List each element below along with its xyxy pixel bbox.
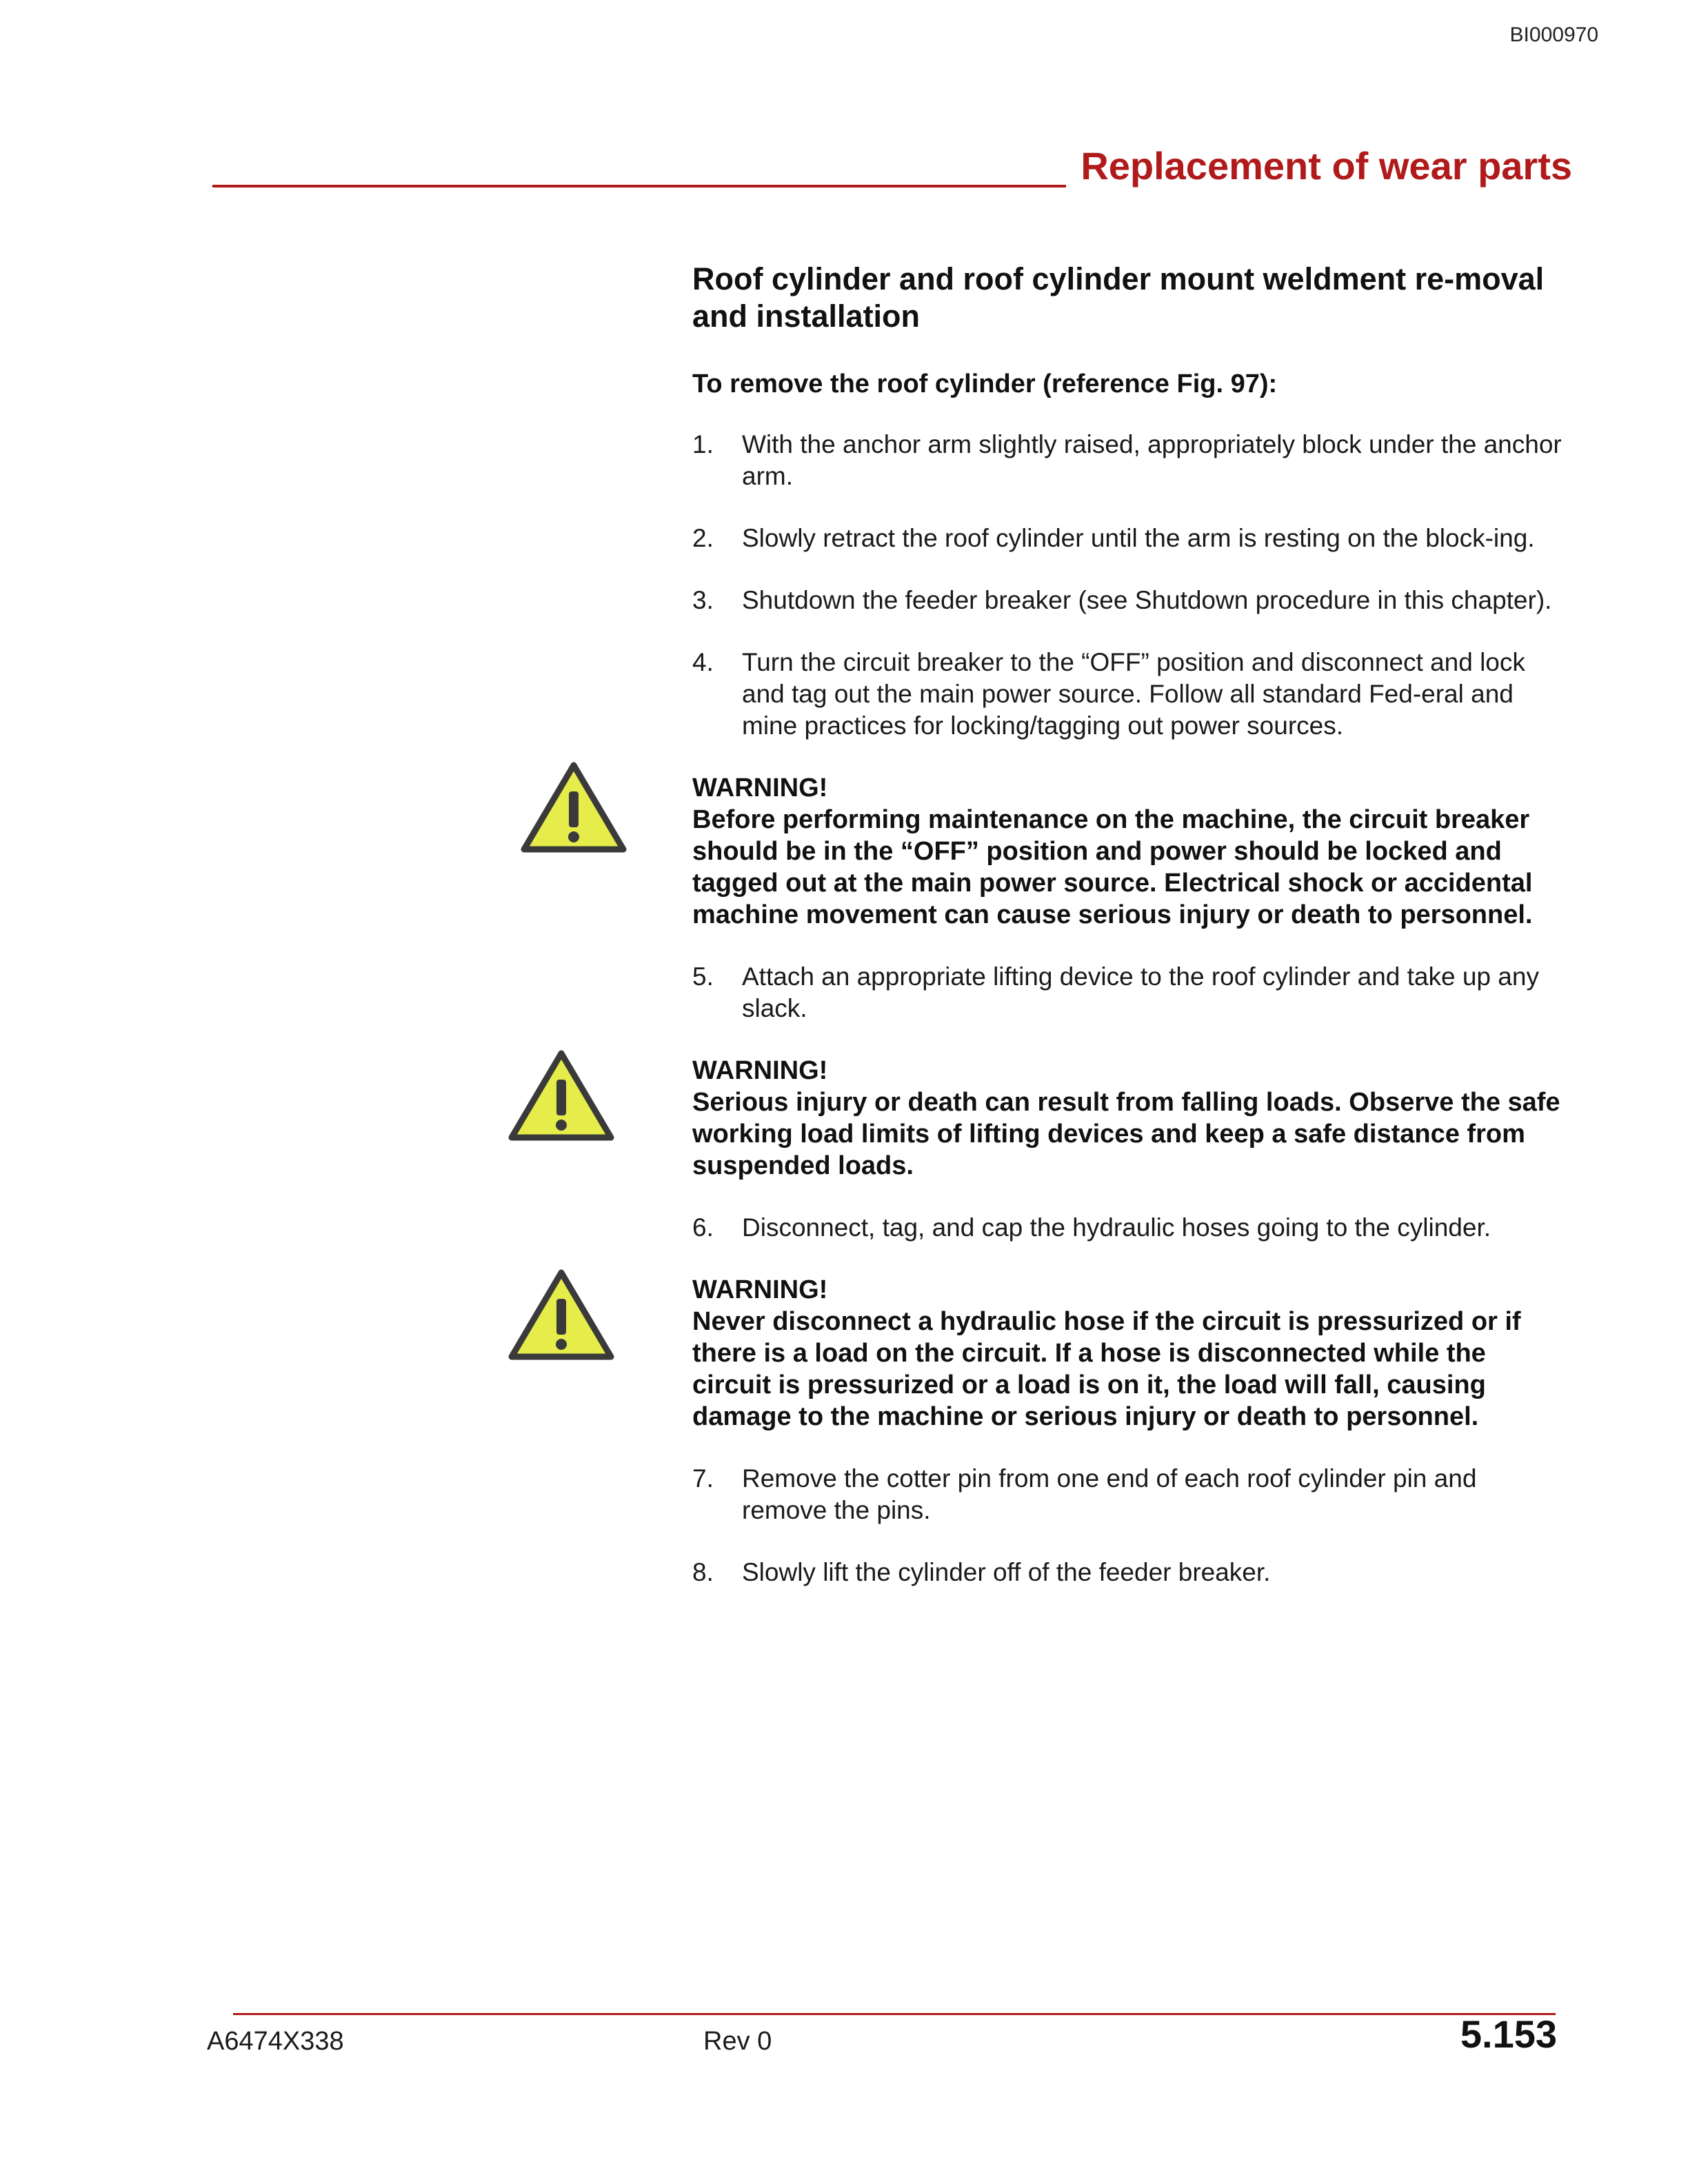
warning-triangle-icon	[508, 1049, 615, 1143]
warning-triangle-icon	[520, 761, 627, 855]
step-2	[692, 523, 1568, 554]
step-number: 3.	[692, 586, 714, 614]
step-1	[692, 429, 1568, 492]
step-8	[692, 1557, 1568, 1588]
sub-heading: To remove the roof cylinder (reference Fig. 97):	[692, 370, 1278, 398]
warning-text: Before performing maintenance on the machine, the circuit breaker should be in the “OFF” position and power should be locked and tagged out at the main power source. Electrical shock or accidental machine movement can cause serious injury or death to personnel.	[692, 805, 1533, 929]
warning-block-2	[692, 1055, 1568, 1182]
step-number: 6.	[692, 1213, 714, 1242]
step-number: 1.	[692, 430, 714, 458]
footer-doc-number: A6474X338	[207, 2027, 344, 2056]
warning-title: WARNING!	[692, 1275, 828, 1304]
warning-title: WARNING!	[692, 774, 828, 802]
step-6	[692, 1212, 1568, 1244]
section-title: Replacement of wear parts	[1081, 144, 1572, 188]
step-number: 7.	[692, 1464, 714, 1493]
step-7	[692, 1463, 1568, 1526]
step-4	[692, 647, 1568, 742]
footer-revision: Rev 0	[703, 2027, 772, 2056]
step-text: Slowly retract the roof cylinder until the arm is resting on the block-ing.	[742, 524, 1535, 552]
warning-block-3	[692, 1274, 1568, 1433]
warning-text: Serious injury or death can result from falling loads. Observe the safe working load limits of lifting devices and keep a safe distance from suspended loads.	[692, 1088, 1560, 1180]
step-text: Shutdown the feeder breaker (see Shutdown procedure in this chapter).	[742, 586, 1552, 614]
step-number: 8.	[692, 1558, 714, 1586]
step-number: 5.	[692, 962, 714, 991]
step-3	[692, 585, 1568, 616]
step-number: 2.	[692, 524, 714, 552]
warning-text: Never disconnect a hydraulic hose if the circuit is pressurized or if there is a load on the circuit. If a hose is disconnected while the circuit is pressurized or a load is on it, the load will fall, causing damage to the machine or serious injury or death to personnel.	[692, 1307, 1521, 1431]
header-rule	[212, 185, 1066, 188]
step-text: Remove the cotter pin from one end of each roof cylinder pin and remove the pins.	[742, 1464, 1477, 1524]
step-5	[692, 961, 1568, 1024]
main-content	[692, 261, 1568, 1619]
warning-title: WARNING!	[692, 1056, 828, 1085]
page-number: 5.153	[1460, 2012, 1557, 2056]
footer-rule	[233, 2013, 1556, 2015]
step-text: Slowly lift the cylinder off of the feeder breaker.	[742, 1558, 1271, 1586]
document-id: BI000970	[1509, 23, 1598, 46]
step-text: Disconnect, tag, and cap the hydraulic hoses going to the cylinder.	[742, 1213, 1491, 1242]
step-text: With the anchor arm slightly raised, appropriately block under the anchor arm.	[742, 430, 1562, 490]
step-text: Turn the circuit breaker to the “OFF” position and disconnect and lock and tag out the main power source. Follow all standard Fed-eral and mine practices for locking/tagging out power sources.	[742, 648, 1525, 740]
step-number: 4.	[692, 648, 714, 676]
warning-triangle-icon	[508, 1268, 615, 1362]
warning-block-1	[692, 772, 1568, 931]
main-heading: Roof cylinder and roof cylinder mount weldment re-moval and installation	[692, 261, 1545, 334]
step-text: Attach an appropriate lifting device to the roof cylinder and take up any slack.	[742, 962, 1539, 1022]
